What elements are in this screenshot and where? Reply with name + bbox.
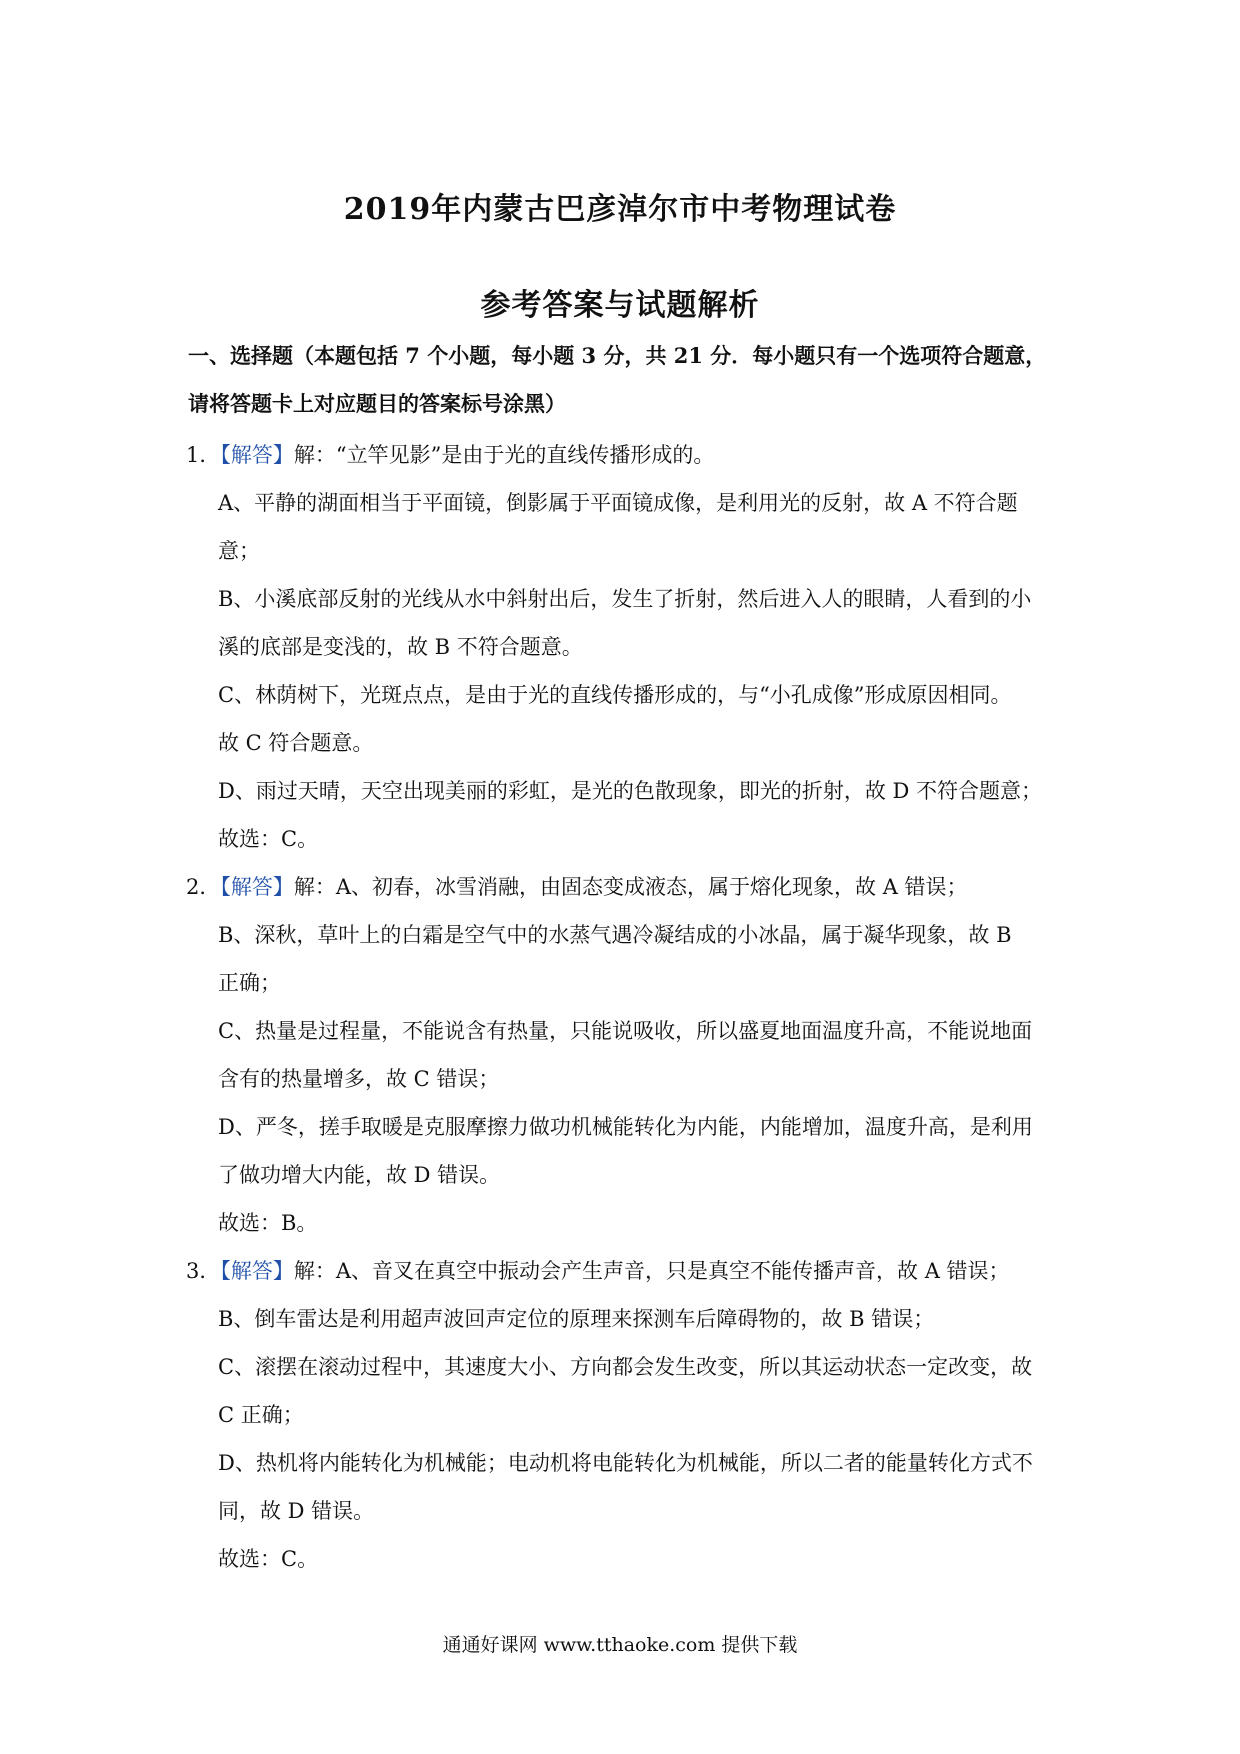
answer-line: 意； (218, 539, 260, 563)
answer-line: C、热量是过程量，不能说含有热量，只能说吸收，所以盛夏地面温度升高，不能说地面 (218, 1019, 1033, 1043)
question-intro-text: 解：A、音叉在真空中振动会产生声音，只是真空不能传播声音，故 A 错误； (293, 1259, 1010, 1283)
answer-line: 溪的底部是变浅的，故 B 不符合题意。 (218, 635, 583, 659)
answer-line: 故选：C。 (218, 827, 319, 851)
answer-line: D、雨过天晴，天空出现美丽的彩虹，是光的色散现象，即光的折射，故 D 不符合题意； (218, 779, 1043, 803)
section-heading-line: 请将答题卡上对应题目的答案标号涂黑） (188, 391, 566, 416)
question-intro-text: 解：A、初春，冰雪消融，由固态变成液态，属于熔化现象，故 A 错误； (293, 875, 968, 899)
answer-line: 了做功增大内能，故 D 错误。 (218, 1163, 501, 1187)
section-heading-line: 一、选择题（本题包括 7 个小题，每小题 3 分，共 21 分．每小题只有一个选项符合题意， (188, 343, 1047, 368)
answer-line: 故 C 符合题意。 (218, 731, 374, 755)
answer-line: 同，故 D 错误。 (218, 1499, 375, 1523)
answer-line: 故选：C。 (218, 1547, 319, 1571)
question-number: 2． (186, 875, 221, 899)
answer-tag: 【解答】 (220, 443, 294, 467)
answer-line: C、林荫树下，光斑点点，是由于光的直线传播形成的，与“小孔成像”形成原因相同。 (218, 683, 1012, 707)
answer-line: 含有的热量增多，故 C 错误； (218, 1067, 500, 1091)
answer-line: D、热机将内能转化为机械能；电动机将电能转化为机械能，所以二者的能量转化方式不 (218, 1451, 1033, 1475)
answer-line: B、小溪底部反射的光线从水中斜射出后，发生了折射，然后进入人的眼睛，人看到的小 (218, 587, 1032, 611)
page-title: 2019年内蒙古巴彦淖尔市中考物理试卷 (343, 192, 897, 227)
answer-line: A、平静的湖面相当于平面镜，倒影属于平面镜成像，是利用光的反射，故 A 不符合题 (218, 491, 1018, 515)
answer-line: B、倒车雷达是利用超声波回声定位的原理来探测车后障碍物的，故 B 错误； (218, 1307, 935, 1331)
question-number: 3． (186, 1259, 221, 1283)
answer-line: C 正确； (218, 1403, 304, 1427)
question-1-intro (186, 440, 714, 470)
question-number: 1． (186, 443, 221, 467)
answer-line: C、滚摆在滚动过程中，其速度大小、方向都会发生改变，所以其运动状态一定改变，故 (218, 1355, 1033, 1379)
section-heading (188, 332, 1068, 428)
page-subtitle: 参考答案与试题解析 (480, 288, 760, 323)
answer-line: 正确； (218, 971, 281, 995)
answer-line: B、深秋，草叶上的白霜是空气中的水蒸气遇冷凝结成的小冰晶，属于凝华现象，故 B (218, 923, 1012, 947)
question-3-intro (186, 1256, 1010, 1286)
answer-line: D、严冬，搓手取暖是克服摩擦力做功机械能转化为内能，内能增加，温度升高，是利用 (218, 1115, 1033, 1139)
question-intro-text: 解：“立竿见影”是由于光的直线传播形成的。 (293, 443, 715, 467)
answer-tag: 【解答】 (220, 875, 294, 899)
answer-tag: 【解答】 (220, 1259, 294, 1283)
question-2-intro (186, 872, 968, 902)
answer-line: 故选：B。 (218, 1211, 318, 1235)
page-footer: 通通好课网 www.tthaoke.com 提供下载 (442, 1634, 798, 1656)
